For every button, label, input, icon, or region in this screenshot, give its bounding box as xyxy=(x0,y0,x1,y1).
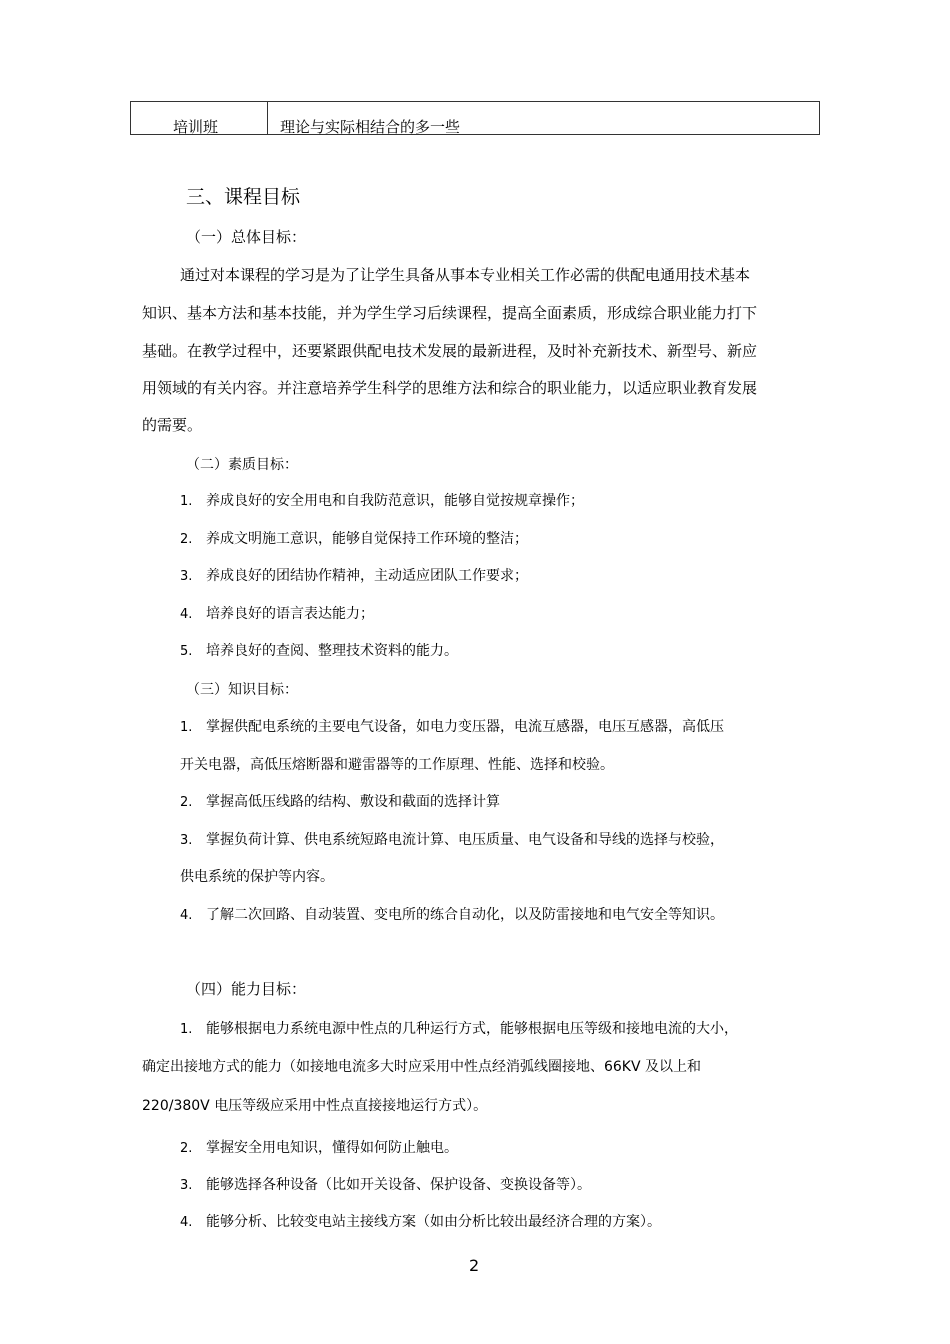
list-text: 能够选择各种设备（比如开关设备、保护设备、变换设备等）。 xyxy=(206,1177,591,1193)
ability-heading: （四）能力目标： xyxy=(186,980,307,998)
table-divider xyxy=(267,102,268,134)
ability-item-1 xyxy=(180,1018,738,1038)
list-text: 培养良好的查阅、整理技术资料的能力。 xyxy=(206,643,458,659)
knowledge-item-3-cont: 供电系统的保护等内容。 xyxy=(180,869,334,885)
list-text: 掌握高低压线路的结构、敷设和截面的选择计算 xyxy=(206,794,500,810)
list-text: 能够根据电力系统电源中性点的几种运行方式，能够根据电压等级和接地电流的大小， xyxy=(206,1021,738,1037)
section-title: 三、课程目标 xyxy=(186,186,301,208)
list-text: 培养良好的语言表达能力； xyxy=(206,606,374,622)
knowledge-item-2 xyxy=(180,791,500,811)
knowledge-heading: （三）知识目标： xyxy=(186,682,298,698)
overall-line-1: 通过对本课程的学习是为了让学生具备从事本专业相关工作必需的供配电通用技术基本 xyxy=(180,266,751,284)
list-text: 掌握负荷计算、供电系统短路电流计算、电压质量、电气设备和导线的选择与校验， xyxy=(206,832,724,848)
overall-line-3: 基础。在教学过程中，还要紧跟供配电技术发展的最新进程，及时补充新技术、新型号、新应 xyxy=(142,342,758,360)
quality-item xyxy=(180,603,374,623)
list-number: 3. xyxy=(180,833,193,848)
overall-line-4: 用领域的有关内容。并注意培养学生科学的思维方法和综合的职业能力，以适应职业教育发展 xyxy=(142,379,758,397)
page-number: 2 xyxy=(469,1256,480,1275)
list-number: 1. xyxy=(180,494,193,509)
list-number: 2. xyxy=(180,795,193,810)
list-text: 能够分析、比较变电站主接线方案（如由分析比较出最经济合理的方案）。 xyxy=(206,1214,661,1230)
list-number: 2. xyxy=(180,532,193,547)
quality-item xyxy=(180,528,528,548)
list-text: 掌握安全用电知识，懂得如何防止触电。 xyxy=(206,1140,458,1156)
knowledge-item-3 xyxy=(180,829,724,849)
list-number: 3. xyxy=(180,569,193,584)
ability-item-2 xyxy=(180,1137,458,1157)
list-number: 5. xyxy=(180,644,193,659)
knowledge-item-4 xyxy=(180,904,724,924)
list-number: 4. xyxy=(180,1215,193,1230)
list-text: 养成良好的团结协作精神，主动适应团队工作要求； xyxy=(206,568,528,584)
list-number: 2. xyxy=(180,1141,193,1156)
quality-heading: （二）素质目标： xyxy=(186,457,298,473)
ability-item-1-cont: 确定出接地方式的能力（如接地电流多大时应采用中性点经消弧线圈接地、66KV 及以上和 xyxy=(142,1059,702,1075)
list-text: 了解二次回路、自动装置、变电所的练合自动化，以及防雷接地和电气安全等知识。 xyxy=(206,907,724,923)
quality-item xyxy=(180,640,458,660)
table-cell-description: 理论与实际相结合的多一些 xyxy=(280,118,461,136)
quality-item xyxy=(180,565,528,585)
list-number: 4. xyxy=(180,908,193,923)
list-text: 养成文明施工意识，能够自觉保持工作环境的整洁； xyxy=(206,531,528,547)
ability-item-4 xyxy=(180,1211,661,1231)
list-number: 4. xyxy=(180,607,193,622)
quality-item xyxy=(180,490,584,510)
ability-item-3 xyxy=(180,1174,591,1194)
knowledge-item-1-cont: 开关电器，高低压熔断器和避雷器等的工作原理、性能、选择和校验。 xyxy=(180,757,614,773)
course-type-table xyxy=(130,101,820,135)
table-cell-type: 培训班 xyxy=(173,118,219,136)
overall-heading: （一）总体目标： xyxy=(186,228,307,246)
overall-line-2: 知识、基本方法和基本技能，并为学生学习后续课程，提高全面素质，形成综合职业能力打下 xyxy=(142,304,758,322)
knowledge-item-1 xyxy=(180,716,724,736)
list-number: 1. xyxy=(180,1022,193,1037)
ability-item-1-cont-2: 220/380V 电压等级应采用中性点直接接地运行方式）。 xyxy=(142,1098,488,1114)
list-number: 3. xyxy=(180,1178,193,1193)
list-number: 1. xyxy=(180,720,193,735)
overall-line-5: 的需要。 xyxy=(142,416,203,434)
list-text: 掌握供配电系统的主要电气设备，如电力变压器，电流互感器，电压互感器，高低压 xyxy=(206,719,724,735)
list-text: 养成良好的安全用电和自我防范意识，能够自觉按规章操作； xyxy=(206,493,584,509)
